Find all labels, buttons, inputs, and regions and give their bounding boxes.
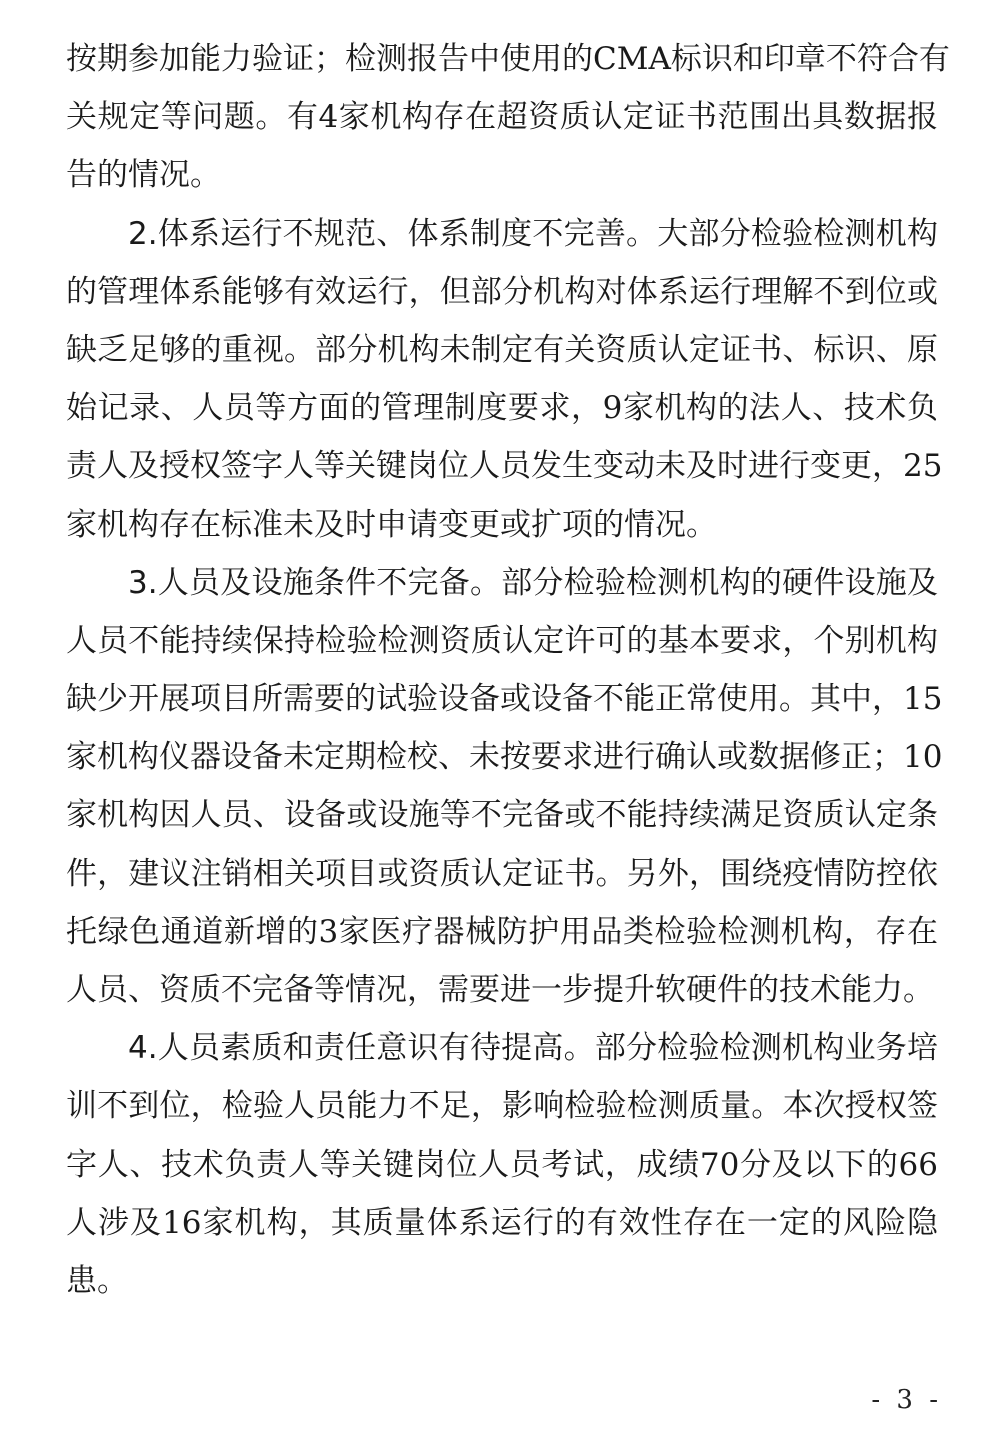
text-line: 患。	[66, 1262, 128, 1299]
document-body	[66, 30, 950, 1310]
page-number: - 3 -	[871, 1385, 942, 1415]
text-span: 部分检验检测机构的硬件设施及	[501, 564, 939, 601]
text-line: 责人及授权签字人等关键岗位人员发生变动未及时进行变更，25	[66, 448, 943, 485]
paragraph-first-line	[66, 1019, 938, 1077]
text-line: 字人、技术负责人等关键岗位人员考试，成绩70分及以下的66	[66, 1146, 938, 1183]
text-line: 托绿色通道新增的3家医疗器械防护用品类检验检测机构，存在	[66, 913, 938, 950]
text-line: 始记录、人员等方面的管理制度要求，9家机构的法人、技术负	[66, 390, 938, 427]
text-line: 缺少开展项目所需要的试验设备或设备不能正常使用。其中，15	[66, 681, 943, 718]
paragraph-first-line	[66, 554, 938, 612]
section-heading: 3.人员及设施条件不完备。	[128, 564, 502, 601]
text-line: 缺乏足够的重视。部分机构未制定有关资质认定证书、标识、原	[66, 331, 938, 368]
text-line: 告的情况。	[66, 157, 221, 194]
text-line: 训不到位，检验人员能力不足，影响检验检测质量。本次授权签	[66, 1088, 938, 1125]
text-span: 部分检验检测机构业务培	[594, 1030, 939, 1067]
text-line: 人员、资质不完备等情况，需要进一步提升软硬件的技术能力。	[66, 972, 934, 1008]
paragraph-first-line	[66, 205, 938, 263]
text-span: 大部分检验检测机构	[657, 215, 938, 252]
text-line: 关规定等问题。有4家机构存在超资质认定证书范围出具数据报	[66, 99, 938, 136]
text-line: 家机构因人员、设备或设施等不完备或不能持续满足资质认定条	[66, 797, 938, 834]
text-line: 人员不能持续保持检验检测资质认定许可的基本要求，个别机构	[66, 622, 938, 659]
text-line: 按期参加能力验证；检测报告中使用的CMA标识和印章不符合有	[66, 41, 950, 77]
text-line: 人涉及16家机构，其质量体系运行的有效性存在一定的风险隐	[66, 1204, 938, 1241]
text-line: 家机构仪器设备未定期检校、未按要求进行确认或数据修正；10	[66, 739, 943, 776]
section-heading: 4.人员素质和责任意识有待提高。	[128, 1030, 595, 1067]
text-line: 家机构存在标准未及时申请变更或扩项的情况。	[66, 506, 717, 543]
text-line: 件，建议注销相关项目或资质认定证书。另外，围绕疫情防控依	[66, 855, 938, 892]
section-heading: 2.体系运行不规范、体系制度不完善。	[128, 215, 658, 252]
text-line: 的管理体系能够有效运行，但部分机构对体系运行理解不到位或	[66, 273, 938, 310]
